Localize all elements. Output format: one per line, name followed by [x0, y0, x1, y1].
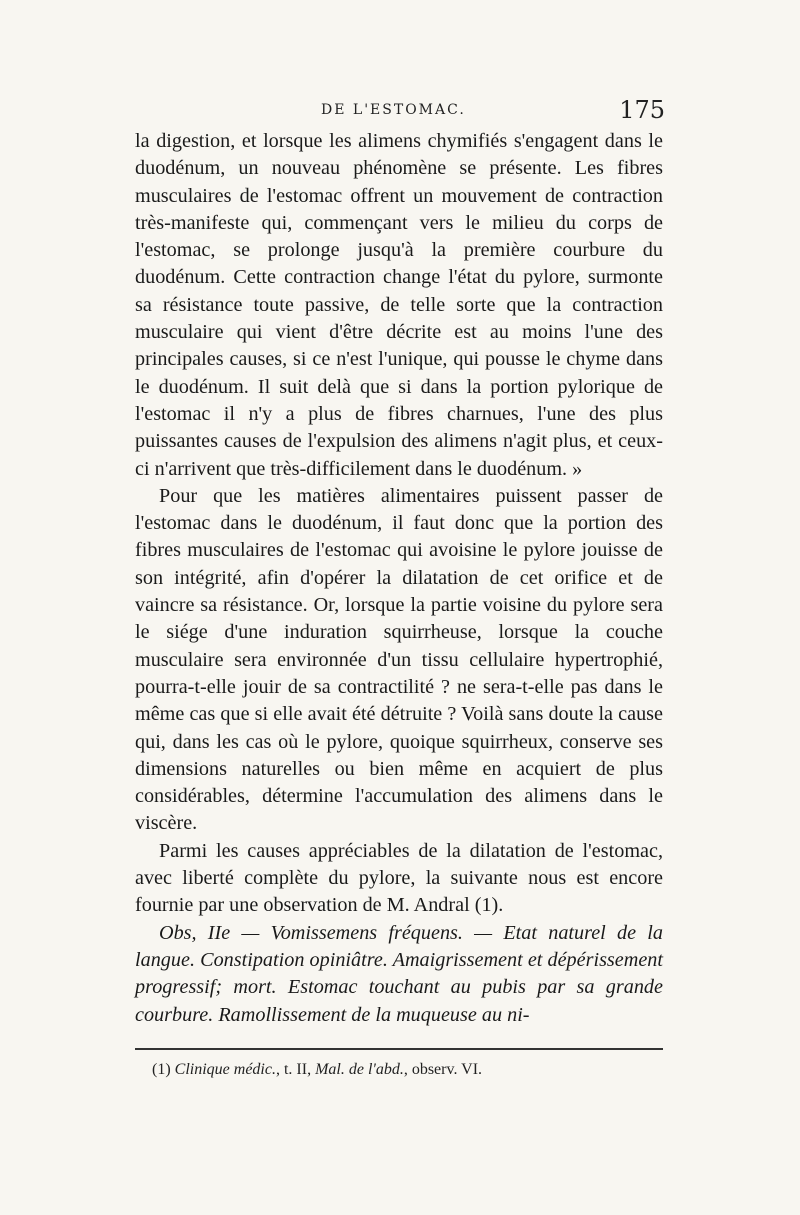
paragraph-pylore: Pour que les matières alimentaires puissent passer de l'estomac dans le duodénum, il faut donc que la portion des fibres musculaires de l'estomac qui avoisine le pylore jouisse de son intégrité, afin d'opérer la dilatation de cet orifice et de vaincre sa résistance. Or, lorsque la partie voisine du pylore sera le siége d'une induration squirrheuse, lorsque la couche musculaire sera environnée d'un tissu cellulaire hypertrophié, pourra-t-elle jouir de sa contractilité ? ne sera-t-elle pas dans le même cas que si elle avait été détruite ? Voilà sans doute la cause qui, dans les cas où le pylore, quoique squirrheux, conserve ses dimensions naturelles ou bien même en acquiert de plus considérables, détermine l'accumulation des alimens dans le viscère.: [135, 484, 663, 835]
footnote: [152, 1060, 662, 1080]
running-head: DE L'ESTOMAC.: [321, 102, 466, 118]
footnote-observation: , observ. VI.: [403, 1061, 483, 1078]
footnote-rule: [135, 1048, 663, 1050]
footnote-volume: , t. II,: [275, 1061, 312, 1078]
footnote-marker: (1): [152, 1061, 171, 1078]
footnote-section: Mal. de l'abd.: [315, 1061, 404, 1078]
paragraph-continuation: la digestion, et lorsque les alimens chymifiés s'engagent dans le duodénum, un nouveau phénomène se présente. Les fibres musculaires de l'estomac offrent un mouvement de contraction très-manifeste qui, commençant vers le milieu du corps de l'estomac, se prolonge jusqu'à la première courbure du duodénum. Cette contraction change l'état du pylore, surmonte sa résistance toute passive, de telle sorte que la contraction musculaire qui vient d'être décrite est au moins l'une des principales causes, si ce n'est l'unique, qui pousse le chyme dans le duodénum. Il suit delà que si dans la portion pylorique de l'estomac il n'y a plus de fibres charnues, l'une des plus puissantes causes de l'expulsion des alimens n'agit plus, et ceux-ci n'arrivent que très-difficilement dans le duodénum. »: [135, 130, 663, 480]
body-text: [135, 128, 663, 1029]
footnote-source: Clinique médic.: [174, 1061, 276, 1078]
page-number: 175: [619, 96, 665, 124]
paragraph-causes: Parmi les causes appréciables de la dilatation de l'estomac, avec liberté complète du pylore, la suivante nous est encore fournie par une observation de M. Andral (1).: [135, 839, 663, 917]
page-header: [135, 96, 665, 126]
observation-heading: Obs, IIe — Vomissemens fréquens. — Etat naturel de la langue. Constipation opiniâtre. Amaigrissement et dépérissement progressif; mort. Estomac touchant au pubis par sa grande courbure. Ramollissement de la muqueuse au ni-: [135, 921, 663, 1026]
